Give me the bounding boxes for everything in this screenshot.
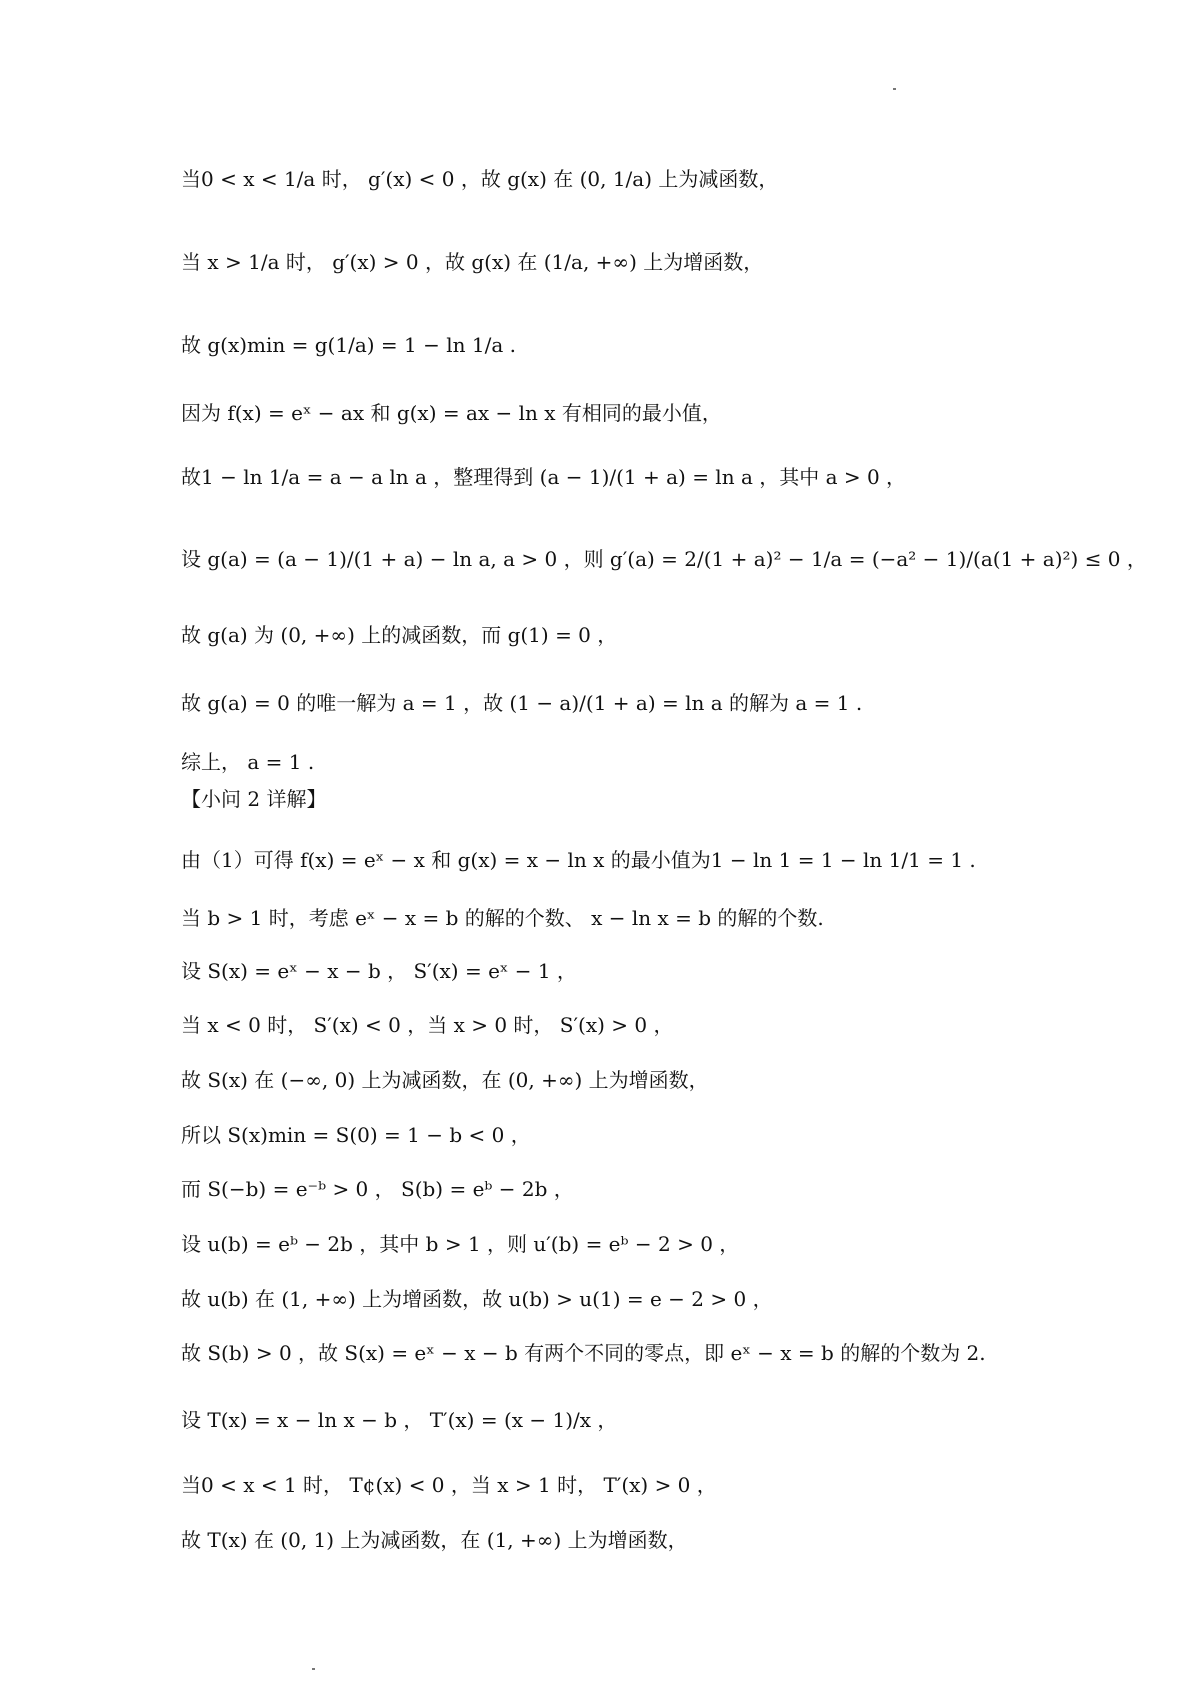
text-line: 当 b > 1 时，考虑 eˣ − x = b 的解的个数、 x − ln x = b 的解的个数. <box>181 906 824 930</box>
scan-speck <box>893 88 896 90</box>
text-line: 综上， a = 1 . <box>181 750 315 774</box>
text-line: 而 S(−b) = e⁻ᵇ > 0 ， S(b) = eᵇ − 2b ， <box>181 1177 574 1201</box>
text-line: 所以 S(x)min = S(0) = 1 − b < 0 ， <box>181 1123 531 1147</box>
text-line: 设 T(x) = x − ln x − b ， T′(x) = (x − 1)/x ， <box>181 1408 618 1432</box>
text-line: 故 g(a) = 0 的唯一解为 a = 1 ，故 (1 − a)/(1 + a) = ln a 的解为 a = 1 . <box>181 691 863 715</box>
text-line: 当 x < 0 时， S′(x) < 0 ，当 x > 0 时， S′(x) > 0 ， <box>181 1013 674 1037</box>
text-line: 故 T(x) 在 (0, 1) 上为减函数，在 (1, +∞) 上为增函数， <box>181 1528 688 1552</box>
text-line: 当 x > 1/a 时， g′(x) > 0 ，故 g(x) 在 (1/a, +∞) 上为增函数， <box>181 250 764 274</box>
text-line: 故1 − ln 1/a = a − a ln a ，整理得到 (a − 1)/(1 + a) = ln a ，其中 a > 0 ， <box>181 465 907 489</box>
text-line: 故 S(b) > 0 ，故 S(x) = eˣ − x − b 有两个不同的零点，即 eˣ − x = b 的解的个数为 2. <box>181 1341 986 1365</box>
text-line: 当0 < x < 1/a 时， g′(x) < 0 ，故 g(x) 在 (0, 1/a) 上为减函数， <box>181 167 779 191</box>
text-line: 当0 < x < 1 时， T¢(x) < 0 ，当 x > 1 时， T′(x) > 0 ， <box>181 1473 717 1497</box>
section-heading: 【小问 2 详解】 <box>181 787 327 811</box>
text-line: 由（1）可得 f(x) = eˣ − x 和 g(x) = x − ln x 的最小值为1 − ln 1 = 1 − ln 1/1 = 1 . <box>181 848 976 872</box>
text-line: 故 g(x)min = g(1/a) = 1 − ln 1/a . <box>181 333 516 357</box>
scan-speck <box>312 1668 315 1670</box>
text-line: 设 u(b) = eᵇ − 2b ，其中 b > 1 ，则 u′(b) = eᵇ − 2 > 0 ， <box>181 1232 740 1256</box>
text-line: 因为 f(x) = eˣ − ax 和 g(x) = ax − ln x 有相同的最小值， <box>181 401 722 425</box>
text-line: 故 g(a) 为 (0, +∞) 上的减函数，而 g(1) = 0 ， <box>181 623 618 647</box>
text-line: 设 g(a) = (a − 1)/(1 + a) − ln a, a > 0 ，则 g′(a) = 2/(1 + a)² − 1/a = (−a² − 1)/(a(1 + a)²) ≤ 0 ， <box>181 547 1147 571</box>
text-line: 故 S(x) 在 (−∞, 0) 上为减函数，在 (0, +∞) 上为增函数， <box>181 1068 709 1092</box>
text-line: 故 u(b) 在 (1, +∞) 上为增函数，故 u(b) > u(1) = e − 2 > 0 ， <box>181 1287 773 1311</box>
text-line: 设 S(x) = eˣ − x − b ， S′(x) = eˣ − 1 ， <box>181 959 577 983</box>
